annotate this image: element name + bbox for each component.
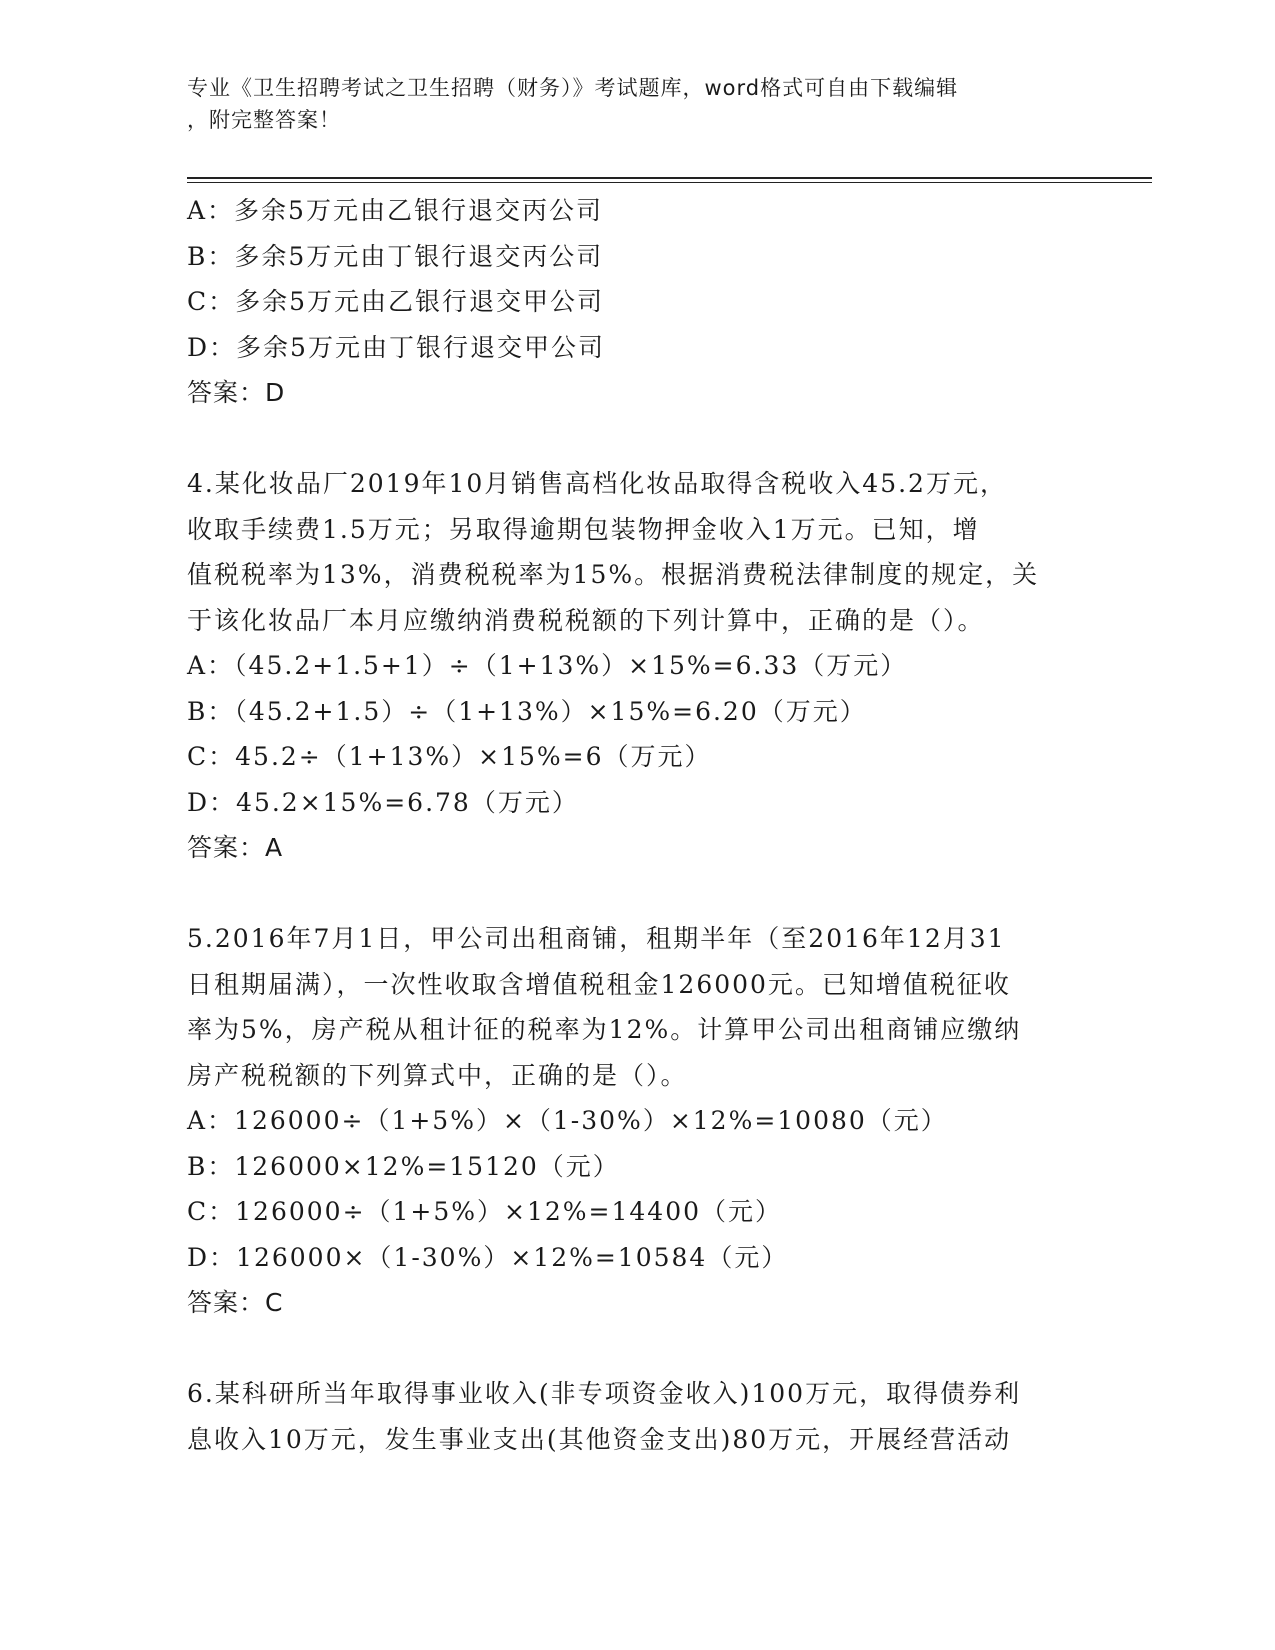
question-text-line: 于该化妆品厂本月应缴纳消费税税额的下列计算中，正确的是（）。 bbox=[187, 605, 985, 635]
question-text-line: 率为5%，房产税从租计征的税率为12%。计算甲公司出租商铺应缴纳 bbox=[187, 1015, 1022, 1044]
option-d: D：45.2×15%=6.78（万元） bbox=[187, 787, 579, 817]
spacer bbox=[187, 416, 1087, 462]
question-text-line: 息收入10万元，发生事业支出(其他资金支出)80万元，开展经营活动 bbox=[187, 1424, 1012, 1454]
header-line-2: ，附完整答案！ bbox=[187, 108, 341, 132]
spacer bbox=[187, 871, 1087, 917]
header-rule-thick bbox=[187, 177, 1152, 179]
answer-line: 答案：C bbox=[187, 1288, 284, 1317]
question-3 bbox=[187, 188, 1087, 416]
option-a: A：126000÷（1+5%）×（1-30%）×12%=10080（元） bbox=[187, 1106, 948, 1135]
option-b: B：（45.2+1.5）÷（1+13%）×15%=6.20（万元） bbox=[187, 696, 867, 726]
header-line-1: 专业《卫生招聘考试之卫生招聘（财务）》考试题库，word格式可自由下载编辑 bbox=[187, 76, 959, 100]
option-c: C：多余5万元由乙银行退交甲公司 bbox=[187, 287, 605, 316]
answer-line: 答案：D bbox=[187, 378, 286, 407]
header-rule-thin bbox=[187, 182, 1152, 183]
question-text-line: 房产税税额的下列算式中，正确的是（）。 bbox=[187, 1060, 688, 1090]
question-text-line: 4.某化妆品厂2019年10月销售高档化妆品取得含税收入45.2万元， bbox=[187, 469, 1007, 498]
option-a: A：多余5万元由乙银行退交丙公司 bbox=[187, 196, 603, 225]
option-c: C：45.2÷（1+13%）×15%=6（万元） bbox=[187, 742, 712, 771]
option-c: C：126000÷（1+5%）×12%=14400（元） bbox=[187, 1197, 783, 1226]
question-text-line: 收取手续费1.5万元；另取得逾期包装物押金收入1万元。已知，增 bbox=[187, 514, 980, 544]
question-content bbox=[187, 188, 1087, 1462]
spacer bbox=[187, 1326, 1087, 1372]
question-text-line: 6.某科研所当年取得事业收入(非专项资金收入)100万元，取得债券利 bbox=[187, 1379, 1022, 1408]
question-text-line: 值税税率为13%，消费税税率为15%。根据消费税法律制度的规定，关 bbox=[187, 560, 1040, 589]
option-d: D：126000×（1-30%）×12%=10584（元） bbox=[187, 1242, 789, 1272]
question-text-line: 日租期届满），一次性收取含增值税租金126000元。已知增值税征收 bbox=[187, 969, 1011, 999]
question-text-line: 5.2016年7月1日，甲公司出租商铺，租期半年（至2016年12月31 bbox=[187, 924, 1006, 953]
answer-line: 答案：A bbox=[187, 833, 284, 862]
question-4 bbox=[187, 461, 1087, 871]
document-header bbox=[187, 72, 1067, 136]
option-a: A：（45.2+1.5+1）÷（1+13%）×15%=6.33（万元） bbox=[187, 651, 908, 680]
option-b: B：多余5万元由丁银行退交丙公司 bbox=[187, 241, 604, 271]
option-d: D：多余5万元由丁银行退交甲公司 bbox=[187, 332, 605, 362]
option-b: B：126000×12%=15120（元） bbox=[187, 1151, 620, 1181]
question-6 bbox=[187, 1371, 1087, 1462]
question-5 bbox=[187, 916, 1087, 1326]
